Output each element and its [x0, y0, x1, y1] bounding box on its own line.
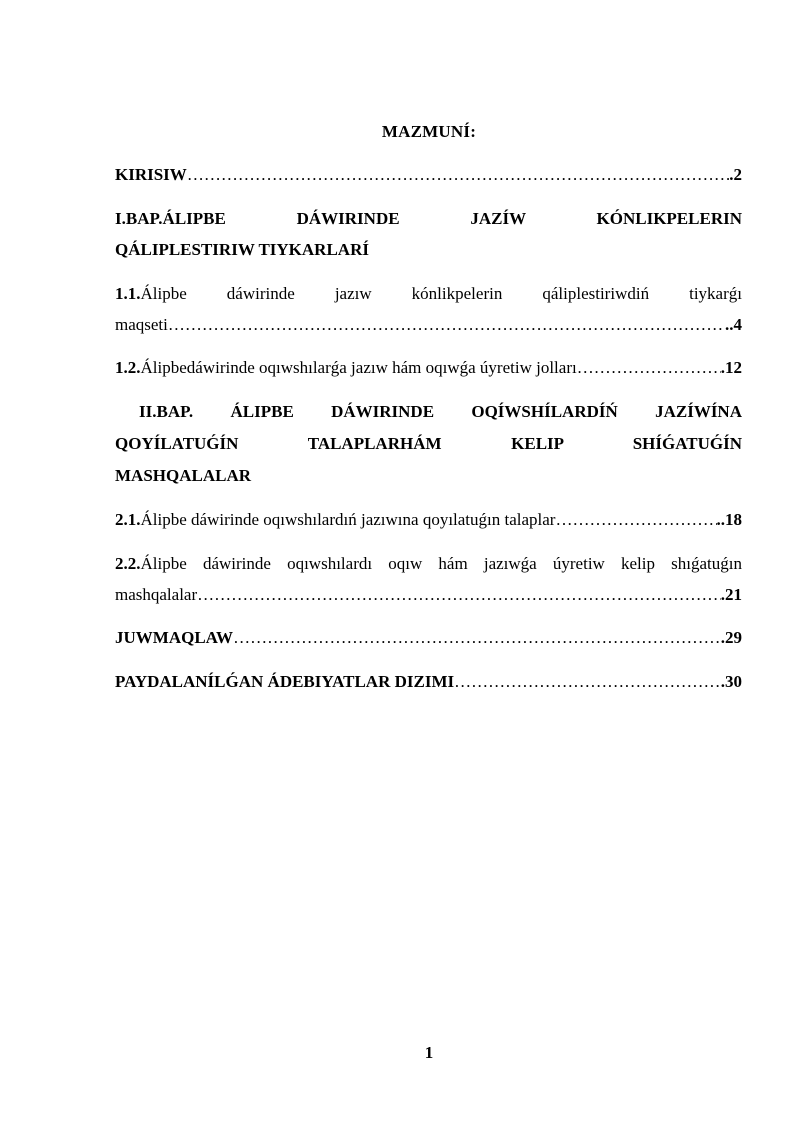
toc-section-number: 2.2.	[115, 554, 141, 573]
page-title: MAZMUNÍ:	[381, 122, 477, 141]
toc-section-title	[115, 510, 555, 530]
toc-entry-kirisiw	[115, 165, 742, 185]
toc-chapter-2-line-2: QOYÍLATUǴÍN TALAPLARHÁM KELIP SHÍǴATUǴÍN	[115, 434, 742, 453]
toc-chapter-2-line-1: II.BAP. ÁLIPBE DÁWIRINDE OQÍWSHÍLARDÍŃ JAZÍWÍNA	[139, 402, 742, 421]
toc-section-1-2	[115, 358, 742, 378]
toc-page-number: .29	[720, 628, 742, 647]
toc-leader-dots	[577, 358, 721, 378]
toc-section-title: Álipbe dáwirinde jazıw kónlikpelerin qáliplestiriwdiń tiykarǵı	[140, 284, 742, 303]
toc-leader-dots	[168, 315, 725, 335]
toc-page-number: .21	[720, 585, 742, 604]
toc-section-title	[115, 358, 577, 378]
toc-page-number: .2	[729, 165, 742, 184]
toc-chapter-1-line-1: I.BAP.ÁLIPBE DÁWIRINDE JAZÍW KÓNLIKPELERIN	[115, 209, 742, 228]
toc-page-number: .12	[720, 358, 742, 377]
toc-section-title: Álipbe dáwirinde oqıwshılardı oqıw hám jazıwǵa úyretiw kelip shıǵatuǵın	[140, 554, 742, 573]
toc-page-number: ..4	[725, 315, 742, 334]
toc-leader-dots	[197, 585, 721, 605]
toc-leader-dots	[233, 628, 721, 648]
toc-leader-dots	[555, 510, 716, 530]
toc-section-title-cont: mashqalalar	[115, 585, 198, 604]
toc-entry-juwmaqlaw	[115, 628, 742, 648]
toc-entry-title: KIRISIW	[115, 165, 187, 184]
toc-entry-title: PAYDALANÍLǴAN ÁDEBIYATLAR DIZIMI	[115, 672, 455, 691]
toc-page-number: .30	[720, 672, 742, 691]
toc-section-title-cont: maqseti	[115, 315, 168, 334]
toc-section-text: Álipbedáwirinde oqıwshılarǵa jazıw hám oqıwǵa úyretiw jolları	[140, 358, 577, 377]
toc-entry-title: JUWMAQLAW	[115, 628, 234, 647]
page-number: 1	[424, 1043, 434, 1062]
toc-section-number: 1.1.	[115, 284, 141, 303]
toc-entry-bibliography	[115, 672, 742, 692]
toc-section-1-1-line-1	[115, 284, 742, 304]
toc-section-2-1	[115, 510, 742, 530]
toc-page-number: ..18	[716, 510, 742, 529]
toc-chapter-1-line-2: QÁLIPLESTIRIW TIYKARLARÍ	[115, 240, 369, 259]
toc-leader-dots	[187, 165, 729, 185]
toc-section-2-2-line-1	[115, 554, 742, 574]
toc-section-1-1-line-2	[115, 315, 742, 335]
toc-leader-dots	[454, 672, 721, 692]
toc-section-2-2-line-2	[115, 585, 742, 605]
toc-section-text: Álipbe dáwirinde oqıwshılardıń jazıwına qoyılatuǵın talaplar	[140, 510, 556, 529]
toc-section-number: 1.2.	[115, 358, 141, 377]
toc-section-number: 2.1.	[115, 510, 141, 529]
toc-chapter-2-line-3: MASHQALALAR	[115, 466, 252, 485]
